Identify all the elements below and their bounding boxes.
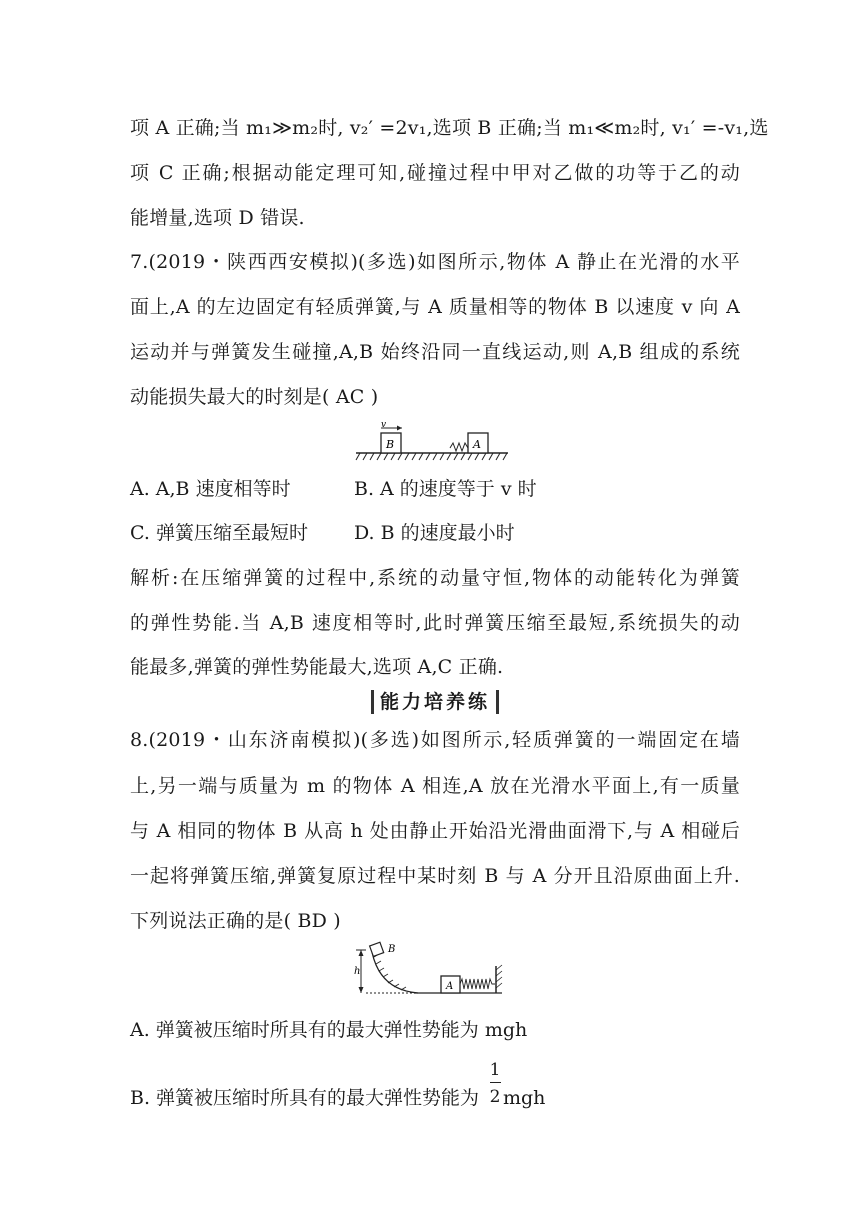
question-8-figure	[352, 940, 508, 1000]
block-b	[370, 942, 384, 956]
analysis-line: 能最多,弹簧的弹性势能最大,选项 A,C 正确.	[130, 656, 504, 678]
question-7-line: 动能损失最大的时刻是( AC )	[130, 386, 379, 408]
option-a: A. 弹簧被压缩时所具有的最大弹性势能为 mgh	[130, 1019, 528, 1041]
option-b-suffix: mgh	[503, 1087, 546, 1109]
question-7-line: 面上,A 的左边固定有轻质弹簧,与 A 质量相等的物体 B 以速度 v 向 A	[130, 296, 740, 318]
question-8-line: 下列说法正确的是( BD )	[130, 910, 341, 932]
option-b-prefix: B. 弹簧被压缩时所具有的最大弹性势能为	[130, 1087, 480, 1109]
fraction-numerator: 1	[489, 1060, 501, 1080]
question-7-line: 运动并与弹簧发生碰撞,A,B 始终沿同一直线运动,则 A,B 组成的系统	[130, 341, 740, 363]
block-a-label: A	[446, 981, 454, 992]
text-line: 能增量,选项 D 错误.	[130, 207, 305, 229]
question-8-line: 与 A 相同的物体 B 从高 h 处由静止开始沿光滑曲面滑下,与 A 相碰后	[130, 820, 740, 842]
block-b-label: B	[388, 944, 396, 955]
block-a-label: A	[473, 438, 481, 451]
option-a: A. A,B 速度相等时	[130, 478, 291, 500]
velocity-label: v	[381, 422, 387, 430]
spring	[450, 443, 468, 451]
question-7-figure	[354, 422, 510, 462]
block-b-label: B	[386, 438, 395, 451]
analysis-line: 解析:在压缩弹簧的过程中,系统的动量守恒,物体的动能转化为弹簧	[130, 567, 740, 589]
fraction-bar	[490, 1082, 501, 1083]
spring	[460, 979, 495, 989]
question-8-line: 8.(2019・山东济南模拟)(多选)如图所示,轻质弹簧的一端固定在墙	[130, 729, 740, 751]
text-line: 项 C 正确;根据动能定理可知,碰撞过程中甲对乙做的功等于乙的动	[130, 162, 740, 184]
option-b: B. A 的速度等于 v 时	[354, 478, 537, 500]
height-label: h	[354, 966, 361, 977]
text-line: 项 A 正确;当 m₁≫m₂时, v₂′ =2v₁,选项 B 正确;当 m₁≪m₂时, v₁′ =-v₁,选	[130, 117, 769, 139]
question-8-line: 一起将弹簧压缩,弹簧复原过程中某时刻 B 与 A 分开且沿原曲面上升.	[130, 865, 740, 887]
analysis-line: 的弹性势能.当 A,B 速度相等时,此时弹簧压缩至最短,系统损失的动	[130, 612, 740, 634]
option-d: D. B 的速度最小时	[354, 522, 515, 544]
section-heading: 能力培养练	[371, 690, 499, 714]
fraction-denominator: 2	[489, 1087, 501, 1107]
question-7-line: 7.(2019・陕西西安模拟)(多选)如图所示,物体 A 静止在光滑的水平	[130, 251, 740, 273]
question-8-line: 上,另一端与质量为 m 的物体 A 相连,A 放在光滑水平面上,有一质量	[130, 775, 740, 797]
option-c: C. 弹簧压缩至最短时	[130, 522, 308, 544]
